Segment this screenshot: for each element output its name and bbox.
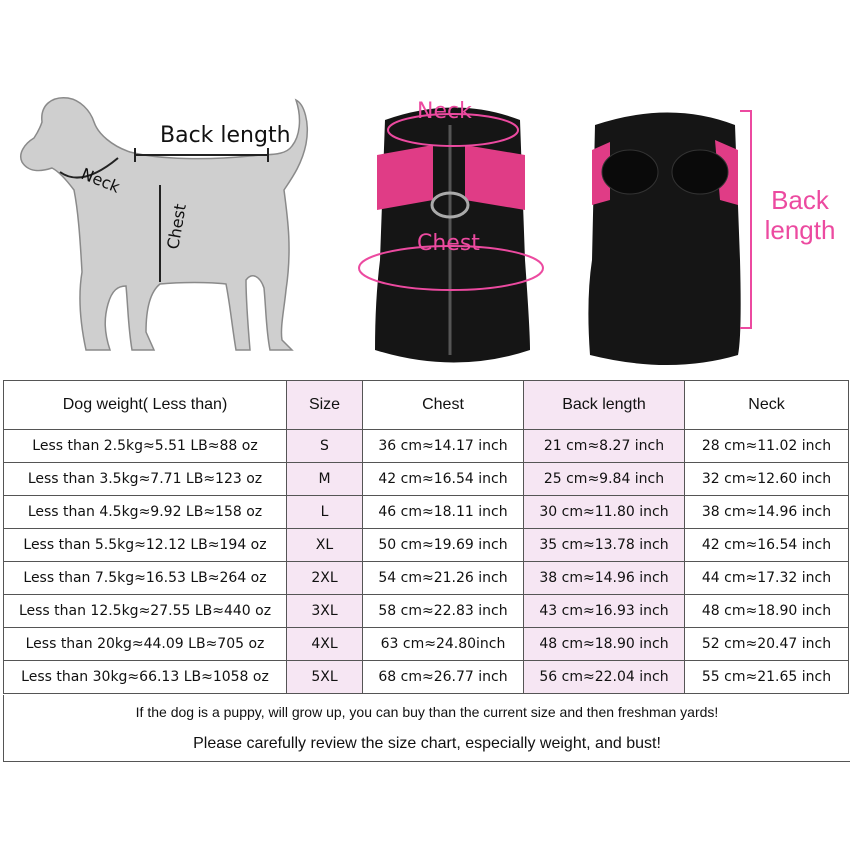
table-row [4,529,849,562]
cell-size: XL [287,529,363,562]
table-row [4,430,849,463]
cell-size: M [287,463,363,496]
cell-neck: 38 cm≈14.96 inch [685,496,849,529]
cell-neck: 55 cm≈21.65 inch [685,661,849,694]
cell-weight: Less than 20kg≈44.09 LB≈705 oz [4,628,287,661]
cell-back-length: 38 cm≈14.96 inch [524,562,685,595]
cell-weight: Less than 2.5kg≈5.51 LB≈88 oz [4,430,287,463]
cell-back-length: 30 cm≈11.80 inch [524,496,685,529]
cell-back-length: 56 cm≈22.04 inch [524,661,685,694]
vest-chest-label: Chest [417,231,480,256]
cell-neck: 44 cm≈17.32 inch [685,562,849,595]
dog-chest-label: Chest [163,202,190,251]
cell-size: S [287,430,363,463]
cell-back-length: 48 cm≈18.90 inch [524,628,685,661]
cell-chest: 36 cm≈14.17 inch [363,430,524,463]
review-note: Please carefully review the size chart, especially weight, and bust! [3,729,850,762]
table-header-row [4,381,849,430]
cell-chest: 50 cm≈19.69 inch [363,529,524,562]
cell-neck: 28 cm≈11.02 inch [685,430,849,463]
puppy-note: If the dog is a puppy, will grow up, you can buy than the current size and then freshman yards! [3,695,850,729]
pink-panel-left [377,145,433,210]
vest-back-length-label [760,185,840,245]
table-row [4,595,849,628]
cell-back-length: 25 cm≈9.84 inch [524,463,685,496]
cell-size: 2XL [287,562,363,595]
table-row [4,496,849,529]
cell-chest: 46 cm≈18.11 inch [363,496,524,529]
table-row [4,628,849,661]
cell-weight: Less than 30kg≈66.13 LB≈1058 oz [4,661,287,694]
cell-chest: 58 cm≈22.83 inch [363,595,524,628]
cell-weight: Less than 7.5kg≈16.53 LB≈264 oz [4,562,287,595]
header-chest: Chest [363,381,524,430]
diagram-area [0,0,850,378]
header-back-length: Back length [524,381,685,430]
cell-size: 4XL [287,628,363,661]
cell-weight: Less than 3.5kg≈7.71 LB≈123 oz [4,463,287,496]
dog-neck-label: Neck [78,164,123,197]
cell-weight: Less than 5.5kg≈12.12 LB≈194 oz [4,529,287,562]
cell-neck: 32 cm≈12.60 inch [685,463,849,496]
cell-chest: 54 cm≈21.26 inch [363,562,524,595]
cell-chest: 42 cm≈16.54 inch [363,463,524,496]
leg-hole-right [672,150,728,194]
header-neck: Neck [685,381,849,430]
cell-size: 5XL [287,661,363,694]
cell-neck: 52 cm≈20.47 inch [685,628,849,661]
cell-chest: 68 cm≈26.77 inch [363,661,524,694]
header-size: Size [287,381,363,430]
size-chart-table [3,380,849,694]
pink-panel-right [465,145,525,210]
leg-hole-left [602,150,658,194]
cell-back-length: 21 cm≈8.27 inch [524,430,685,463]
table-row [4,463,849,496]
vest-front-image [355,100,555,370]
back-length-bracket [740,110,752,329]
cell-chest: 63 cm≈24.80inch [363,628,524,661]
cell-weight: Less than 4.5kg≈9.92 LB≈158 oz [4,496,287,529]
cell-back-length: 35 cm≈13.78 inch [524,529,685,562]
cell-size: L [287,496,363,529]
header-dog-weight: Dog weight( Less than) [4,381,287,430]
cell-size: 3XL [287,595,363,628]
dog-back-length-label: Back length [160,123,291,148]
dog-silhouette-diagram [0,60,330,370]
table-row [4,562,849,595]
vest-neck-label: Neck [417,100,472,124]
cell-back-length: 43 cm≈16.93 inch [524,595,685,628]
vest-back-label-line2: length [764,215,836,245]
cell-neck: 42 cm≈16.54 inch [685,529,849,562]
cell-neck: 48 cm≈18.90 inch [685,595,849,628]
cell-weight: Less than 12.5kg≈27.55 LB≈440 oz [4,595,287,628]
vest-back-label-line1: Back [771,185,829,215]
table-row [4,661,849,694]
